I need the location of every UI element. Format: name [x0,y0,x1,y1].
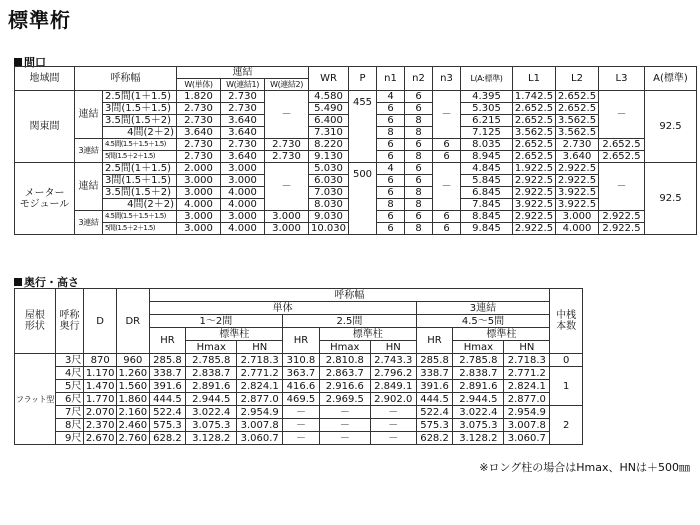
p-value: 500 [349,163,377,235]
table-row: 3.5間(1.5＋2) 2.730 3.640 6.400 6 8 6.215 2.652.5 3.562.5 [15,115,697,127]
middle-count: 0 [550,354,583,367]
header-w-single: W(単体) [177,79,221,91]
header-middle-count: 中桟本数 [550,289,583,354]
region-meter-module: メーター モジュール [15,163,75,235]
p-value: 455 [349,91,377,163]
region-kantouma: 関東間 [15,91,75,163]
table-row: 5間(1.5＋2＋1.5) 2.730 3.640 2.730 9.130 6 8 6 8.945 2.652.5 3.640 2.652.5 [15,151,697,163]
table-row: 4間(2＋2) 3.640 3.640 7.310 8 8 7.125 3.562.5 3.562.5 [15,127,697,139]
table-row: 3連結 4.5間(1.5＋1.5＋1.5) 3.000 3.000 3.000 9.030 6 6 6 8.845 2.922.5 3.000 2.922.5 [15,211,697,223]
header-w-renketsu2: W(連結2) [265,79,309,91]
header-n2: n2 [405,67,433,91]
header-p: P [349,67,377,91]
table-row: 7尺 2.070 2.160 522.4 3.022.4 2.954.9 － － － 522.4 3.022.4 2.954.9 2 [15,406,583,419]
header-nominal-width: 呼称幅 [75,67,177,91]
header-l3: L3 [599,67,645,91]
table-row: 3間(1.5＋1.5) 2.730 2.730 5.490 6 6 5.305 2.652.5 2.652.5 [15,103,697,115]
table-row: メーター モジュール 連結 2.5間(1＋1.5) 2.000 3.000 － 5.030 500 4 6 － 4.845 1.922.5 2.922.5 － 92.5 [15,163,697,175]
header-region: 地域間 [15,67,75,91]
depth-height-table: 屋根形状 呼称奥行 D DR 呼称幅 中桟本数 単体 3連結 1～2間 2.5間 4.5～5間 HR 標準柱 HR 標準柱 HR 標準柱 Hmax HN Hmax HN Hmax HN フラット型 3尺 870 960 285.8 2.785.8 2.718.3 310.8 2.810.8 2.743.3 285.8 2.785.8 2.718.3 0 4尺 1.170 1.260 338.7 2.838.7 2.771.2 363.7 2.863.7 2.796.2 338.7 2.838.7 2.771.2 1 5尺 1.470 1.560 391.6 2.891.6 2.824.1 416.6 2.916.6 2.849.1 391.6 2.891.6 2.824.1 6尺 1.770 1.860 444.5 2.944.5 2.877.0 469.5 2.969.5 2.902.0 444.5 2.944.5 2.877.0 7尺 2.070 2.160 522.4 3.022.4 2.954.9 － － － 522.4 3.022.4 2.954.9 2 8尺 2.370 2.460 575.3 3.075.3 3.007.8 － － － 575.3 3.075.3 3.007.8 9尺 2.670 2.760 628.2 3.128.2 3.060.7 － － － 628.2 3.128.2 3.060.7 [14,288,583,445]
table-row: 9尺 2.670 2.760 628.2 3.128.2 3.060.7 － － － 628.2 3.128.2 3.060.7 [15,432,583,445]
header-l: L(A:標準) [461,67,513,91]
table-row: 4尺 1.170 1.260 338.7 2.838.7 2.771.2 363.7 2.863.7 2.796.2 338.7 2.838.7 2.771.2 1 [15,367,583,380]
table-row: 4間(2＋2) 4.000 4.000 8.030 8 8 7.845 3.922.5 3.922.5 [15,199,697,211]
header-dr: DR [116,289,149,354]
header-roof-shape: 屋根形状 [15,289,56,354]
sanrenketsu-label: 3連結 [75,139,103,163]
header-n3: n3 [433,67,461,91]
table-row: 8尺 2.370 2.460 575.3 3.075.3 3.007.8 － － － 575.3 3.075.3 3.007.8 [15,419,583,432]
table-row: 5尺 1.470 1.560 391.6 2.891.6 2.824.1 416.6 2.916.6 2.849.1 391.6 2.891.6 2.824.1 [15,380,583,393]
frontage-table [14,66,697,235]
square-bullet-icon [14,58,22,66]
roof-flat-label: フラット型 [15,354,56,445]
table-row: 3連結 4.5間(1.5＋1.5＋1.5) 2.730 2.730 2.730 8.220 6 6 6 8.035 2.652.5 2.730 2.652.5 [15,139,697,151]
section-heading-frontage: 間口 [14,54,46,70]
table-row: 3間(1.5＋1.5) 3.000 3.000 6.030 6 6 5.845 2.922.5 2.922.5 [15,175,697,187]
square-bullet-icon [14,278,22,286]
header-a: A(標準) [645,67,697,91]
header-l1: L1 [513,67,556,91]
table-row: 3.5間(1.5＋2) 3.000 4.000 7.030 6 8 6.845 2.922.5 3.922.5 [15,187,697,199]
page-title: 標準桁 [8,8,71,32]
header-renketsu: 連結 [177,67,309,79]
header-n1: n1 [377,67,405,91]
middle-count: 2 [550,406,583,445]
table-row: フラット型 3尺 870 960 285.8 2.785.8 2.718.3 310.8 2.810.8 2.743.3 285.8 2.785.8 2.718.3 0 [15,354,583,367]
header-triple: 3連結 [416,302,550,315]
renketsu-label: 連結 [75,163,103,211]
a-value: 92.5 [645,163,697,235]
footnote: ※ロング柱の場合はHmax、HNは＋500㎜ [479,461,690,474]
header-d: D [84,289,117,354]
sanrenketsu-label: 3連結 [75,211,103,235]
header-wr: WR [309,67,349,91]
section-heading-depth-height: 奥行・高さ [14,274,79,290]
header-nominal-width: 呼称幅 [149,289,550,302]
a-value: 92.5 [645,91,697,163]
header-l2: L2 [556,67,599,91]
table-row: 5間(1.5＋2＋1.5) 3.000 4.000 3.000 10.030 6 8 6 9.845 2.922.5 4.000 2.922.5 [15,223,697,235]
table-row: 関東間 連結 2.5間(1＋1.5) 1.820 2.730 － 4.580 455 4 6 － 4.395 1.742.5 2.652.5 － 92.5 [15,91,697,103]
middle-count: 1 [550,367,583,406]
header-single: 単体 [149,302,416,315]
renketsu-label: 連結 [75,91,103,139]
header-w-renketsu1: W(連結1) [221,79,265,91]
header-nominal-depth: 呼称奥行 [55,289,84,354]
table-row: 6尺 1.770 1.860 444.5 2.944.5 2.877.0 469.5 2.969.5 2.902.0 444.5 2.944.5 2.877.0 [15,393,583,406]
